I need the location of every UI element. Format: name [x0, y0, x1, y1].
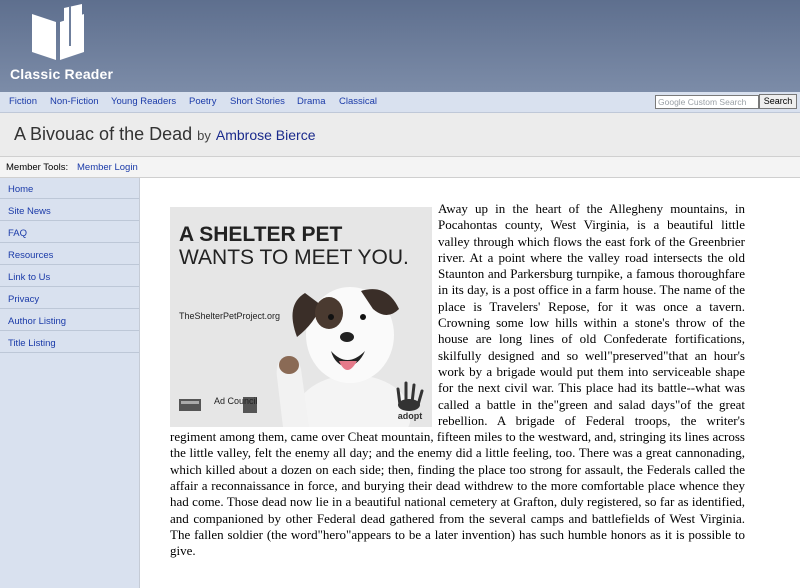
ad-url: TheShelterPetProject.org	[179, 311, 281, 321]
nav-drama[interactable]: Drama	[297, 96, 326, 107]
nav-poetry[interactable]: Poetry	[189, 96, 217, 107]
svg-text:adopt: adopt	[397, 411, 423, 421]
member-tools-label: Member Tools:	[6, 162, 69, 173]
site-header	[0, 0, 800, 92]
by-label: by	[197, 128, 211, 143]
search-input[interactable]: Google Custom Search	[655, 95, 759, 109]
nav-short-stories[interactable]: Short Stories	[230, 96, 285, 107]
sidebar-item-title-listing[interactable]: Title Listing	[0, 332, 139, 353]
open-book-logo-icon[interactable]	[26, 4, 90, 64]
title-bar	[0, 113, 800, 157]
nav-young-readers[interactable]: Young Readers	[111, 96, 177, 107]
ad-headline-line2: WANTS TO MEET YOU.	[179, 246, 409, 269]
page-title	[14, 124, 315, 145]
sidebar-item-home[interactable]: Home	[0, 178, 139, 199]
nav-fiction[interactable]: Fiction	[9, 96, 37, 107]
member-login-link[interactable]: Member Login	[77, 162, 138, 173]
author-link[interactable]: Ambrose Bierce	[215, 127, 316, 143]
ad-headline: A SHELTER PET	[179, 223, 343, 246]
nav-classical[interactable]: Classical	[339, 96, 378, 107]
member-tools-bar	[0, 157, 800, 178]
sidebar-item-site-news[interactable]: Site News	[0, 200, 139, 221]
sidebar-item-faq[interactable]: FAQ	[0, 222, 139, 243]
ad-council-logo: Ad Council	[214, 396, 258, 406]
sidebar-item-resources[interactable]: Resources	[0, 244, 139, 265]
sidebar	[0, 178, 140, 588]
book-title: A Bivouac of the Dead	[14, 124, 193, 144]
nav-non-fiction[interactable]: Non-Fiction	[50, 96, 99, 107]
story-text: Away up in the heart of the Allegheny mountains, in Pocahontas county, West Virginia, is a beautiful little valley through which flows the east fork of the Greenbrier river. At a point where the valley road intersects the old Staunton and Parkersburg turnpike, a famous thoroughfare in its day, is a post office in a farm house. The name of the place is Travelers' Repose, for it was once a tavern. Crowning some low hills within a stone's throw of the house are long lines of old Confederate fortifications, skilfully designed and so well"preserved"that an hour's work by a brigade would put them into serviceable shape for the next civil war. This place had its battle--what was called a battle in the"green and salad days"of the great rebellion. A brigade of Federal troops, the writer's regiment among them, came over Cheat mountain, fifteen miles to the westward, and, stringing its lines across the little valley, felt the enemy all day; and the enemy did a little feeling, too. There was a great cannonading, which killed about a dozen on each side; then, finding the place too strong for assault, the Federals called the affair a reconnaissance in force, and burying their dead withdrew to the more comfortable place whence they had come. Those dead now lie in a beautiful national cemetery at Grafton, duly registered, so far as identified, and companioned by other Federal dead gathered from the several camps and battlefields of West Virginia. The fallen soldier (the word"hero"appears to be a later invention) has such humble honors as it is possible to give.	[170, 201, 745, 559]
site-name[interactable]: Classic Reader	[10, 66, 114, 82]
sidebar-item-link-to-us[interactable]: Link to Us	[0, 266, 139, 287]
search-button[interactable]: Search	[759, 94, 797, 109]
sidebar-item-author-listing[interactable]: Author Listing	[0, 310, 139, 331]
sidebar-item-privacy[interactable]: Privacy	[0, 288, 139, 309]
